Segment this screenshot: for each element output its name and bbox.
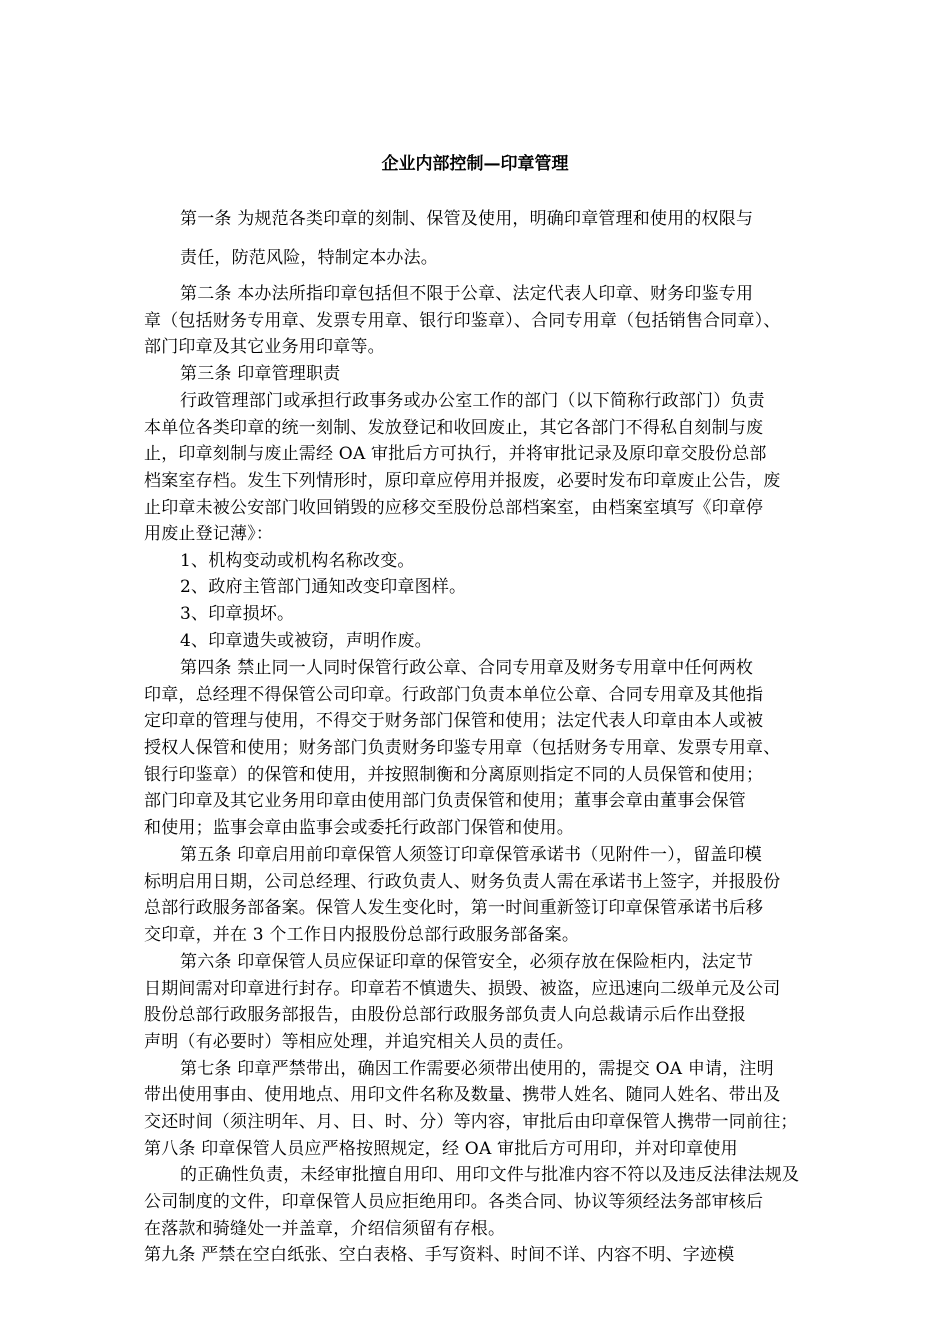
body-line: 带出使用事由、使用地点、用印文件名称及数量、携带人姓名、随同人姓名、带出及 (144, 1085, 781, 1105)
body-line: 第七条 印章严禁带出，确因工作需要必须带出使用的，需提交 OA 申请，注明 (180, 1059, 774, 1079)
body-line: 部门印章及其它业务用印章等。 (144, 337, 385, 357)
body-line: 声明（有必要时）等相应处理，并追究相关人员的责任。 (144, 1032, 574, 1052)
body-line: 2、政府主管部门通知改变印章图样。 (180, 577, 467, 597)
body-line: 责任，防范风险，特制定本办法。 (180, 248, 438, 268)
body-line: 标明启用日期，公司总经理、行政负责人、财务负责人需在承诺书上签字，并报股份 (144, 872, 781, 892)
body-line: 授权人保管和使用；财务部门负责财务印鉴专用章（包括财务专用章、发票专用章、 (144, 738, 781, 758)
body-line: 档案室存档。发生下列情形时，原印章应停用并报废，必要时发布印章废止公告，废 (144, 471, 781, 491)
body-line: 定印章的管理与使用，不得交于财务部门保管和使用；法定代表人印章由本人或被 (144, 711, 764, 731)
body-line: 第三条 印章管理职责 (180, 364, 341, 384)
body-line: 第五条 印章启用前印章保管人须签订印章保管承诺书（见附件一），留盖印模 (180, 845, 762, 865)
body-line: 日期间需对印章进行封存。印章若不慎遗失、损毁、被盗，应迅速向二级单元及公司 (144, 979, 781, 999)
body-line: 3、印章损坏。 (180, 604, 295, 624)
body-line: 第八条 印章保管人员应严格按照规定，经 OA 审批后方可用印，并对印章使用 (144, 1139, 738, 1159)
body-line: 止，印章刻制与废止需经 OA 审批后方可执行，并将审批记录及原印章交股份总部 (144, 444, 767, 464)
body-line: 的正确性负责，未经审批擅自用印、用印文件与批准内容不符以及违反法律法规及 (180, 1165, 800, 1185)
body-line: 和使用；监事会章由监事会或委托行政部门保管和使用。 (144, 818, 574, 838)
body-line: 第九条 严禁在空白纸张、空白表格、手写资料、时间不详、内容不明、字迹模 (144, 1245, 735, 1265)
body-line: 行政管理部门或承担行政事务或办公室工作的部门（以下简称行政部门）负责 (180, 391, 765, 411)
body-line: 第二条 本办法所指印章包括但不限于公章、法定代表人印章、财务印鉴专用 (180, 284, 754, 304)
body-line: 股份总部行政服务部报告，由股份总部行政服务部负责人向总裁请示后作出登报 (144, 1005, 746, 1025)
body-line: 交还时间（须注明年、月、日、时、分）等内容，审批后由印章保管人携带一同前往； (144, 1112, 798, 1132)
body-line: 在落款和骑缝处一并盖章，介绍信须留有存根。 (144, 1219, 506, 1239)
body-line: 印章，总经理不得保管公司印章。行政部门负责本单位公章、合同专用章及其他指 (144, 685, 764, 705)
body-line: 第一条 为规范各类印章的刻制、保管及使用，明确印章管理和使用的权限与 (180, 209, 754, 229)
body-line: 第六条 印章保管人员应保证印章的保管安全，必须存放在保险柜内，法定节 (180, 952, 754, 972)
document-title: 企业内部控制—印章管理 (381, 154, 569, 174)
body-line: 4、印章遗失或被窃，声明作废。 (180, 631, 432, 651)
body-line: 第四条 禁止同一人同时保管行政公章、合同专用章及财务专用章中任何两枚 (180, 658, 754, 678)
body-line: 银行印鉴章）的保管和使用，并按照制衡和分离原则指定不同的人员保管和使用； (144, 765, 764, 785)
body-line: 交印章，并在 3 个工作日内报股份总部行政服务部备案。 (144, 925, 580, 945)
body-line: 1、机构变动或机构名称改变。 (180, 551, 415, 571)
body-line: 总部行政服务部备案。保管人发生变化时，第一时间重新签订印章保管承诺书后移 (144, 898, 764, 918)
body-line: 部门印章及其它业务用印章由使用部门负责保管和使用；董事会章由董事会保管 (144, 791, 746, 811)
body-line: 公司制度的文件，印章保管人员应拒绝用印。各类合同、协议等须经法务部审核后 (144, 1192, 764, 1212)
body-line: 章（包括财务专用章、发票专用章、银行印鉴章）、合同专用章（包括销售合同章）、 (144, 311, 781, 331)
body-line: 本单位各类印章的统一刻制、发放登记和收回废止，其它各部门不得私自刻制与废 (144, 418, 764, 438)
body-line: 用废止登记薄》： (144, 524, 274, 544)
body-line: 止印章未被公安部门收回销毁的应移交至股份总部档案室，由档案室填写《印章停 (144, 498, 764, 518)
